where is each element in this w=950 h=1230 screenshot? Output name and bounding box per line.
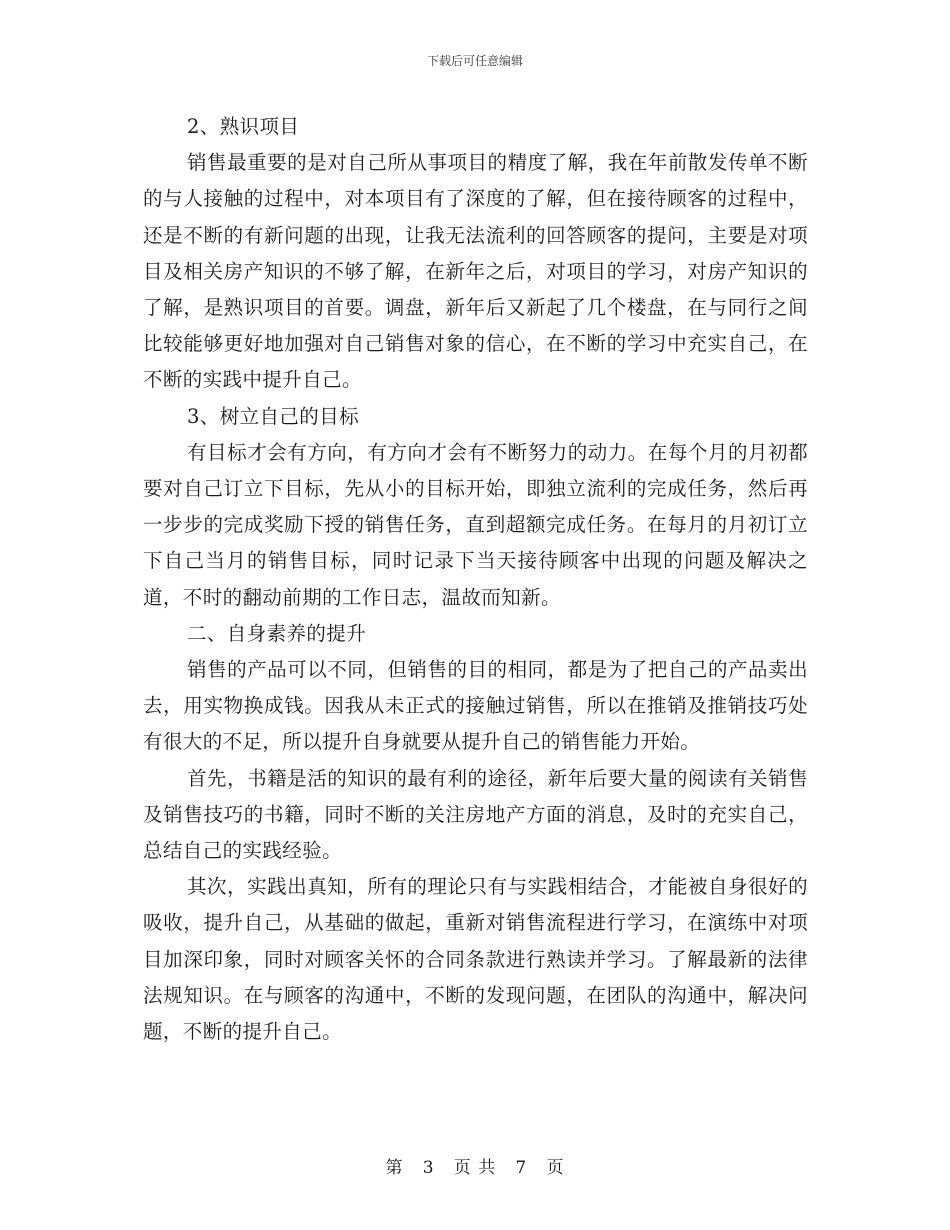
section-heading: 2、熟识项目 <box>187 115 300 138</box>
body-paragraph: 有目标才会有方向，有方向才会有不断努力的动力。在每个月的月初都要对自己订立下目标，先从小的目标开始，即独立流利的完成任务，然后再一步步的完成奖励下授的销售任务，直到超额完成任务。在每月的月初订立下自己当月的销售目标，同时记录下当天接待顾客中出现的问题及解决之道，不时的翻动前期的工作日志，温故而知新。 <box>143 440 808 609</box>
footer-suffix: 页 <box>546 1158 565 1178</box>
document-body <box>143 109 808 1050</box>
body-paragraph: 其次，实践出真知，所有的理论只有与实践相结合，才能被自身很好的吸收，提升自己，从基础的做起，重新对销售流程进行学习，在演练中对项目加深印象，同时对顾客关怀的合同条款进行熟读并学习。了解最新的法律法规知识。在与顾客的沟通中，不断的发现问题，在团队的沟通中，解决问题，不断的提升自己。 <box>143 875 808 1044</box>
section-heading: 二、自身素养的提升 <box>187 621 367 645</box>
page-footer <box>0 1153 950 1178</box>
footer-prefix: 第 <box>385 1158 404 1178</box>
section-heading: 3、树立自己的目标 <box>187 404 360 428</box>
footer-total-pages: 7 <box>515 1158 528 1178</box>
body-paragraph: 销售最重要的是对自己所从事项目的精度了解，我在年前散发传单不断的与人接触的过程中，对本项目有了深度的了解，但在接待顾客的过程中，还是不断的有新问题的出现，让我无法流利的回答顾客的提问，主要是对项目及相关房产知识的不够了解，在新年之后，对项目的学习，对房产知识的了解，是熟识项目的首要。调盘，新年后又新起了几个楼盘，在与同行之间比较能够更好地加强对自己销售对象的信心，在不断的学习中充实自己，在不断的实践中提升自己。 <box>143 151 808 392</box>
body-paragraph: 首先，书籍是活的知识的最有利的途径，新年后要大量的阅读有关销售及销售技巧的书籍，同时不断的关注房地产方面的消息，及时的充实自己，总结自己的实践经验。 <box>143 766 808 863</box>
header-text: 下载后可任意编辑 <box>426 54 523 68</box>
footer-middle: 页 共 <box>453 1158 497 1178</box>
page-header <box>0 52 950 69</box>
body-paragraph: 销售的产品可以不同，但销售的目的相同，都是为了把自己的产品卖出去，用实物换成钱。因我从未正式的接触过销售，所以在推销及推销技巧处有很大的不足，所以提升自身就要从提升自己的销售能力开始。 <box>143 658 808 754</box>
footer-current-page: 3 <box>422 1158 435 1178</box>
